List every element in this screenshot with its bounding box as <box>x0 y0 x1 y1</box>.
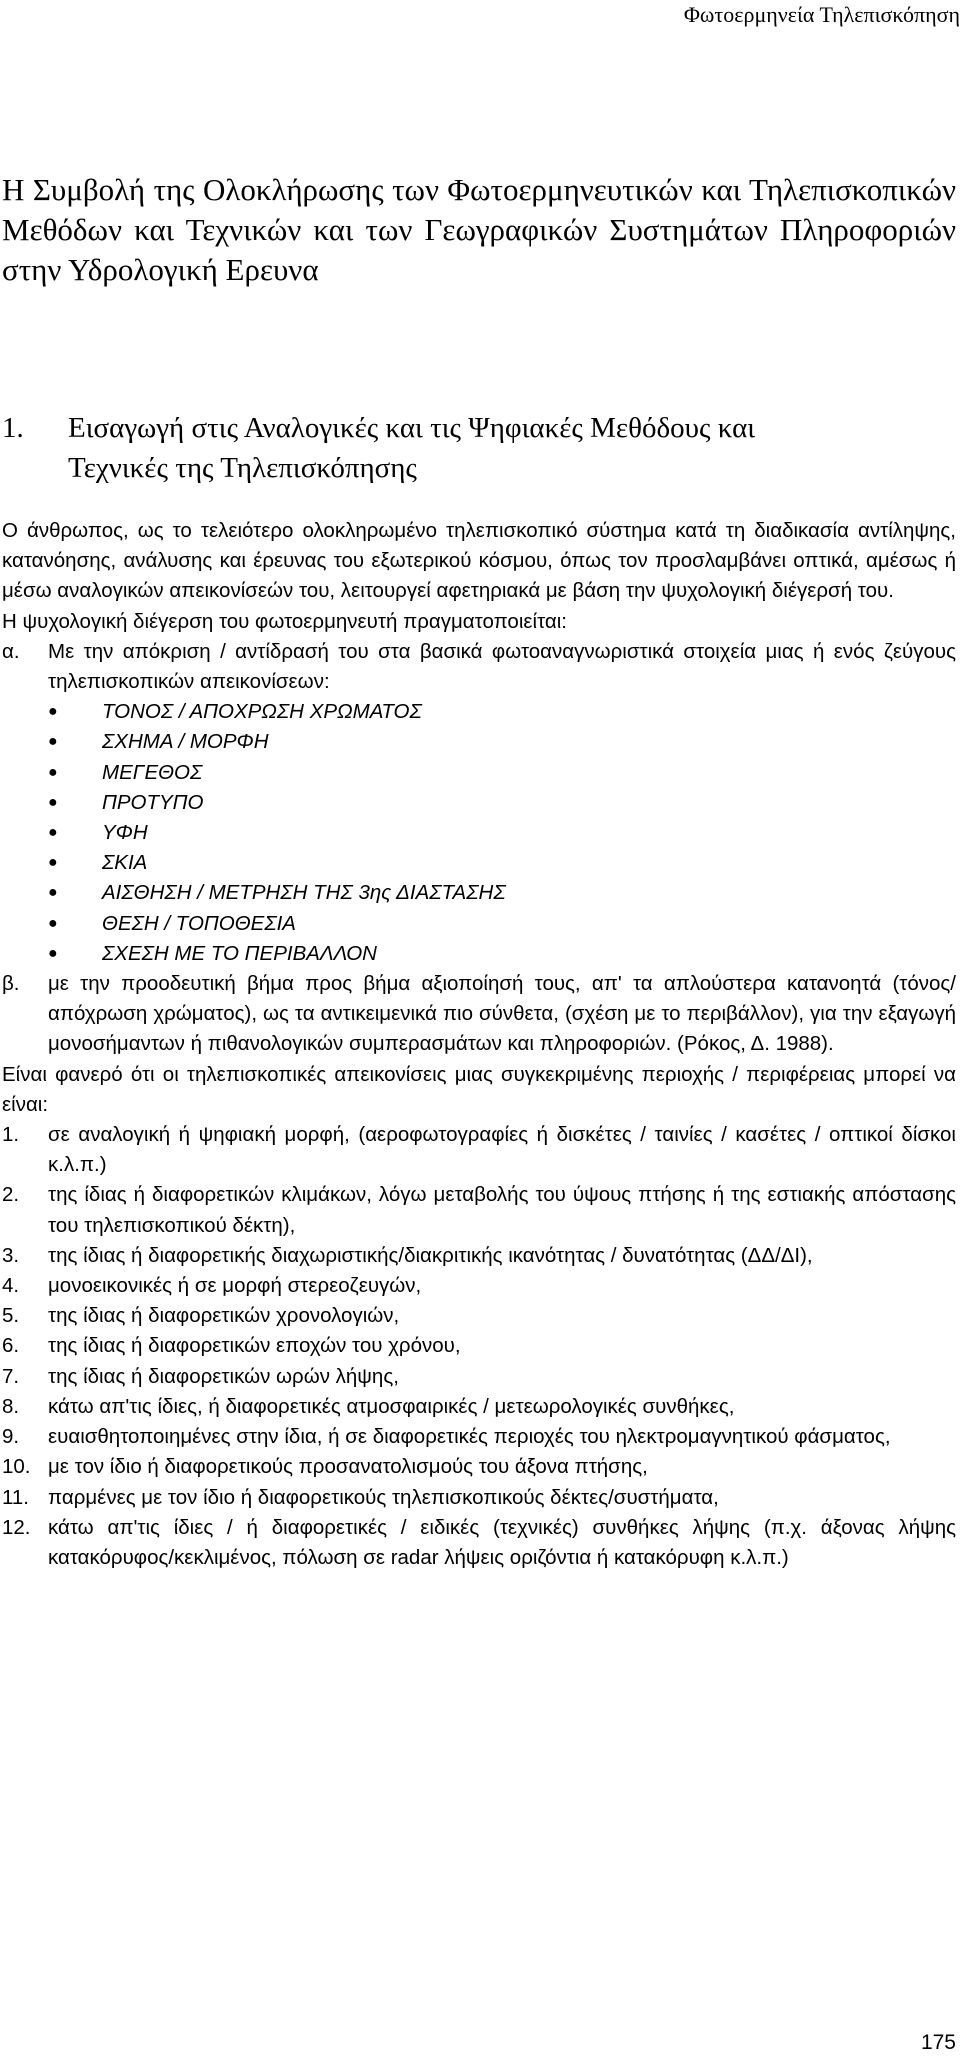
feature-label: ΠΡΟΤΥΠΟ <box>102 790 204 814</box>
list-item <box>2 1513 956 1573</box>
step-b-mark: β. <box>2 972 20 996</box>
list-item <box>48 818 956 848</box>
item-number: 12. <box>2 1515 31 1539</box>
list-item <box>48 697 956 727</box>
item-text: της ίδιας ή διαφορετικών ωρών λήψης, <box>48 1364 399 1388</box>
item-number: 5. <box>2 1304 20 1328</box>
section-title-line-1: Εισαγωγή στις Αναλογικές και τις Ψηφιακές Μεθόδους και <box>68 412 756 444</box>
bullet-icon: ● <box>48 854 58 872</box>
body-text <box>2 516 956 1573</box>
section-number: 1. <box>2 412 24 444</box>
bullet-icon: ● <box>48 703 58 721</box>
list-item <box>2 1180 956 1240</box>
list-item <box>2 1331 956 1361</box>
item-number: 11. <box>2 1485 29 1509</box>
item-number: 3. <box>2 1243 20 1267</box>
item-text: κάτω απ'τις ίδιες / ή διαφορετικές / ειδικές (τεχνικές) συνθήκες λήψης (π.χ. άξονας λήψης κατακόρυφος/κεκλιμένος, πόλωση σε radar λήψεις οριζόντια ή κατακόρυφη κ.λ.π.) <box>48 1515 956 1569</box>
item-text: ευαισθητοποιημένες στην ίδια, ή σε διαφορετικές περιοχές του ηλεκτρομαγνητικού φάσματος, <box>48 1425 891 1449</box>
item-text: μονοεικονικές ή σε μορφή στερεοζευγών, <box>48 1274 422 1298</box>
list-item <box>2 1392 956 1422</box>
item-number: 1. <box>2 1123 20 1147</box>
bullet-icon: ● <box>48 763 58 781</box>
list-item <box>2 1241 956 1271</box>
item-text: της ίδιας ή διαφορετικής διαχωριστικής/διακριτικής ικανότητας / δυνατότητας (ΔΔ/ΔΙ), <box>48 1243 813 1267</box>
bullet-icon: ● <box>48 914 58 932</box>
intro-paragraph: Ο άνθρωπος, ως το τελειότερο ολοκληρωμένο τηλεπισκοπικό σύστημα κατά τη διαδικασία αντίληψης, κατανόησης, ανάλυσης και έρευνας του εξωτερικού κόσμου, όπως τον προσλαμβάνει οπτικά, αμέσως ή μέσω αναλογικών απεικονίσεών του, λειτουργεί αφετηριακά με βάση την ψυχολογική διέγερσή του. <box>2 519 956 603</box>
feature-label: ΣΧΗΜΑ / ΜΟΡΦΗ <box>102 730 269 754</box>
bullet-icon: ● <box>48 884 58 902</box>
cases-list <box>2 1120 956 1573</box>
section-heading <box>2 408 956 488</box>
item-text: της ίδιας ή διαφορετικών εποχών του χρόνου, <box>48 1334 461 1358</box>
bullet-icon: ● <box>48 793 58 811</box>
list-item <box>48 939 956 969</box>
feature-label: ΣΧΕΣΗ ΜΕ ΤΟ ΠΕΡΙΒΑΛΛΟΝ <box>102 941 377 965</box>
list-item <box>48 848 956 878</box>
bullet-icon: ● <box>48 733 58 751</box>
list-item <box>48 727 956 757</box>
feature-label: ΤΟΝΟΣ / ΑΠΟΧΡΩΣΗ ΧΡΩΜΑΤΟΣ <box>102 700 422 724</box>
feature-label: ΘΕΣΗ / ΤΟΠΟΘΕΣΙΑ <box>102 911 296 935</box>
feature-label: ΑΙΣΘΗΣΗ / ΜΕΤΡΗΣΗ ΤΗΣ 3ης ΔΙΑΣΤΑΣΗΣ <box>102 881 506 905</box>
item-number: 4. <box>2 1274 20 1298</box>
item-text: σε αναλογική ή ψηφιακή μορφή, (αεροφωτογραφίες ή δισκέτες / ταινίες / κασέτες / οπτικοί δίσκοι κ.λ.π.) <box>48 1123 956 1177</box>
list-item <box>48 909 956 939</box>
item-text: με τον ίδιο ή διαφορετικούς προσανατολισμούς του άξονα πτήσης, <box>48 1455 648 1479</box>
bullet-icon: ● <box>48 944 58 962</box>
section-title-line-2: Τεχνικές της Τηλεπισκόπησης <box>68 452 417 484</box>
step-b <box>2 969 956 1060</box>
item-text: παρμένες με τον ίδιο ή διαφορετικούς τηλεπισκοπικούς δέκτες/συστήματα, <box>48 1485 719 1509</box>
item-number: 2. <box>2 1183 20 1207</box>
feature-list <box>2 697 956 969</box>
list-item <box>48 758 956 788</box>
list-item <box>2 1452 956 1482</box>
list-item <box>48 788 956 818</box>
step-a <box>2 637 956 697</box>
item-text: της ίδιας ή διαφορετικών κλιμάκων, λόγω μεταβολής του ύψους πτήσης ή της εστιακής απόστασης του τηλεπισκοπικού δέκτη), <box>48 1183 956 1237</box>
item-number: 7. <box>2 1364 20 1388</box>
feature-label: ΥΦΗ <box>102 821 148 845</box>
list-item <box>2 1271 956 1301</box>
list-item <box>48 878 956 908</box>
list-item <box>2 1362 956 1392</box>
list-item <box>2 1301 956 1331</box>
bullet-icon: ● <box>48 824 58 842</box>
stimulus-intro: Η ψυχολογική διέγερση του φωτοερμηνευτή πραγματοποιείται: <box>2 609 567 633</box>
cases-intro: Είναι φανερό ότι οι τηλεπισκοπικές απεικονίσεις μιας συγκεκριμένης περιοχής / περιφέρειας μπορεί να είναι: <box>2 1062 956 1116</box>
feature-label: ΜΕΓΕΘΟΣ <box>102 760 203 784</box>
item-number: 8. <box>2 1394 20 1418</box>
list-item <box>2 1483 956 1513</box>
document-title: Η Συμβολή της Ολοκλήρωσης των Φωτοερμηνευτικών και Τηλεπισκοπικών Μεθόδων και Τεχνικών και των Γεωγραφικών Συστημάτων Πληροφοριών στην Υδρολογική Ερευνα <box>2 172 956 287</box>
item-text: της ίδιας ή διαφορετικών χρονολογιών, <box>48 1304 400 1328</box>
item-number: 9. <box>2 1425 20 1449</box>
list-item <box>2 1422 956 1452</box>
step-b-text: με την προοδευτική βήμα προς βήμα αξιοποίησή τους, απ' τα απλούστερα κατανοητά (τόνος/απόχρωση χρώματος), ως τα αντικειμενικά πιο σύνθετα, (σχέση με το περιβάλλον), για την εξαγωγή μονοσήμαντων ή πιθανολογικών συμπερασμάτων και πληροφοριών. (Ρόκος, Δ. 1988). <box>48 972 956 1056</box>
step-a-mark: α. <box>2 639 20 663</box>
step-a-text: Με την απόκριση / αντίδρασή του στα βασικά φωτοαναγνωριστικά στοιχεία μιας ή ενός ζεύγους τηλεπισκοπικών απεικονίσεων: <box>48 639 956 694</box>
item-text: κάτω απ'τις ίδιες, ή διαφορετικές ατμοσφαιρικές / μετεωρολογικές συνθήκες, <box>48 1394 735 1418</box>
item-number: 10. <box>2 1455 31 1479</box>
page-number: 175 <box>920 2031 956 2054</box>
feature-label: ΣΚΙΑ <box>102 851 148 875</box>
list-item <box>2 1120 956 1180</box>
running-header: Φωτοερμηνεία Τηλεπισκόπηση <box>683 2 960 27</box>
item-number: 6. <box>2 1334 20 1358</box>
